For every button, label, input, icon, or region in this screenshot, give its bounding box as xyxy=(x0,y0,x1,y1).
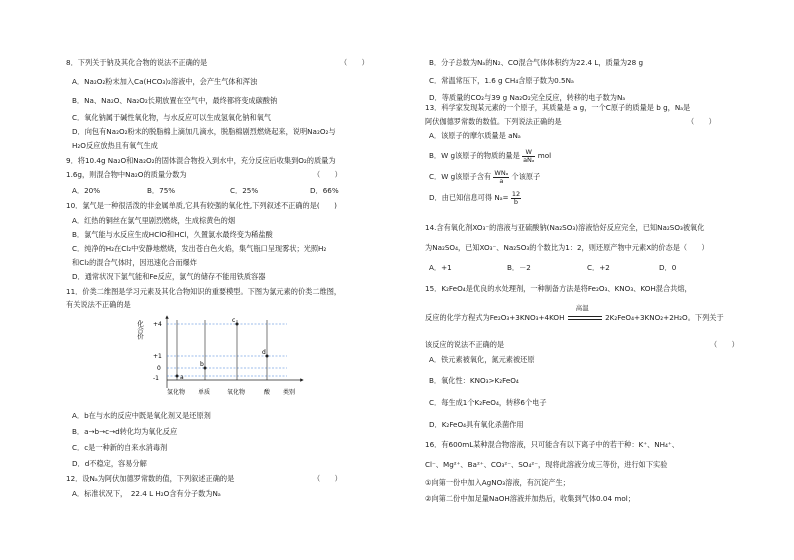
q16-stem-line1: 16．有600mL某种混合物溶液，只可能含有以下离子中的若干种：K⁺、NH₄⁺、 xyxy=(425,440,679,449)
q15-equation-line xyxy=(425,304,724,322)
q13-answer-paren: （ ） xyxy=(687,117,716,126)
q16-experiment-2: ②向第二份中加足量NaOH溶液并加热后，收集到气体0.04 mol； xyxy=(425,494,635,503)
q14-option-b: B．－2 xyxy=(507,263,531,272)
q13-option-b-unit: mol xyxy=(537,151,552,160)
point-c xyxy=(236,323,239,326)
point-a-label: a xyxy=(180,374,184,381)
q13-option-c-text: C．W g该原子含有 xyxy=(429,172,492,181)
q14-option-c: C．+2 xyxy=(587,263,610,272)
point-c-label: c xyxy=(232,317,236,324)
q11-option-a: A．b在与水的反应中既是氧化剂又是还原剂 xyxy=(72,411,211,420)
q11-option-b: B．a→b→c→d转化均为氧化反应 xyxy=(72,427,178,436)
fraction-numerator: W xyxy=(522,149,535,157)
q12-option-b: B．分子总数为Nₐ的N₂、CO混合气体体积约为22.4 L，质量为28 g xyxy=(429,58,644,67)
q15-option-b: B．氧化性：KNO₃>K₂FeO₄ xyxy=(429,376,519,385)
q12-stem: 12．设Nₐ为阿伏加德罗常数的值，下列叙述正确的是 xyxy=(66,474,235,483)
q15-condition: 高温 xyxy=(575,304,589,312)
q13-option-b xyxy=(429,148,551,164)
q9-stem-line1: 9．将10.4g Na₂O和Na₂O₂的固体混合物投入到水中，充分反应后收集到O₂的质量为 xyxy=(66,156,336,165)
q15-equation-reactants: 反应的化学方程式为Fe₂O₃+3KNO₃+4KOH xyxy=(425,313,565,322)
q8-option-b: B．Na、Na₂O、Na₂O₂长期放置在空气中，最终都将变成碳酸钠 xyxy=(72,96,278,105)
q15-stem-line3: 该反应的说法不正确的是 xyxy=(425,340,505,349)
q13-option-c-fraction xyxy=(493,170,509,185)
q8-option-c: C．氧化钠属于碱性氧化物，与水反应可以生成氢氧化钠和氧气 xyxy=(72,113,272,122)
q10-option-c-line2: 和Cl₂的混合气体时，因迅速化合而爆炸 xyxy=(72,258,197,267)
q13-option-d-fraction xyxy=(511,191,521,206)
point-d-label: d xyxy=(262,349,266,356)
q11-option-d: D．d不稳定，容易分解 xyxy=(72,459,147,468)
q9-option-c: C．25% xyxy=(230,186,259,195)
q10-option-b: B．氯气能与水反应生成HClO和HCl，久置氯水最终变为稀盐酸 xyxy=(72,230,273,239)
q14-stem-line1: 14.含有氧化剂XO₃⁻的溶液与亚硫酸钠(Na₂SO₃)溶液恰好反应完全，已知Na₂SO₃被氧化 xyxy=(425,223,705,232)
q13-stem-line2: 阿伏伽德罗常数的数值。下列说法正确的是 xyxy=(425,117,562,126)
q14-stem-line2: 为Na₂SO₄，已知XO₃⁻、Na₂SO₃的个数比为1：2，则还原产物中元素X的价态是（ ） xyxy=(425,243,709,252)
q13-option-d-text: D．由已知信息可得 Nₐ= xyxy=(429,193,509,202)
point-a xyxy=(176,375,179,378)
q9-option-d: D．66% xyxy=(310,186,339,195)
q11-option-c: C．c是一种新的自来水消毒剂 xyxy=(72,443,168,452)
q16-experiment-1: ①向第一份中加入AgNO₃溶液，有沉淀产生； xyxy=(425,478,570,487)
q13-stem-line1: 13．科学家发现某元素的一个原子，其质量是 a g，一个C原子的质量是 b g，Nₐ是 xyxy=(425,103,691,112)
q14-option-d: D．0 xyxy=(659,263,677,272)
q15-equation-products: 2K₂FeO₄+3KNO₂+2H₂O。下列关于 xyxy=(605,313,724,322)
chlorine-valence-diagram xyxy=(137,310,312,402)
q12-option-c: C．常温常压下，1.6 g CH₄含原子数为0.5Nₐ xyxy=(429,76,574,85)
y-tick-zero: 0 xyxy=(157,365,161,372)
y-axis-label: 化合价 xyxy=(136,320,144,340)
x-tick-element: 单质 xyxy=(198,389,211,396)
q13-option-b-fraction xyxy=(522,149,535,164)
q8-option-d-line2: H₂O反应放热且有氧气生成 xyxy=(72,141,158,150)
x-tick-oxide: 氧化物 xyxy=(227,389,246,396)
q14-option-a: A．+1 xyxy=(429,263,452,272)
q10-stem: 10．氯气是一种很活泼的非金属单质,它具有较强的氧化性,下列叙述不正确的是( ) xyxy=(66,201,337,210)
q9-option-a: A．20% xyxy=(72,186,101,195)
q10-option-c-line1: C．纯净的H₂在Cl₂中安静地燃烧，发出苍白色火焰，集气瓶口呈现雾状；光照H₂ xyxy=(72,244,327,253)
q15-option-a: A．铁元素被氧化，氮元素被还原 xyxy=(429,355,535,364)
q8-option-a: A．Na₂O₂粉末加入Ca(HCO₃)₂溶液中，会产生气体和浑浊 xyxy=(72,77,258,86)
y-tick-plus1: +1 xyxy=(153,353,162,360)
right-column xyxy=(397,0,794,560)
q15-stem-line1: 15．K₂FeO₄是优良的水处理剂，一种制备方法是将Fe₂O₃、KNO₃、KOH混合共熔， xyxy=(425,284,692,293)
fraction-denominator: a xyxy=(499,176,504,185)
point-b-label: b xyxy=(200,361,204,368)
q9-answer-paren: （ ） xyxy=(313,170,342,179)
q10-option-d: D．通常状况下氯气能和Fe反应，氯气的储存不能用铁质容器 xyxy=(72,272,266,281)
y-tick-minus1: -1 xyxy=(153,375,159,382)
q10-option-a: A．红热的铜丝在氯气里剧烈燃烧，生成棕黄色的烟 xyxy=(72,216,236,225)
q11-stem-line2: 有关说法不正确的是 xyxy=(66,300,131,309)
q13-option-b-text: B．W g该原子的物质的量是 xyxy=(429,151,520,160)
point-b xyxy=(204,367,207,370)
q15-answer-paren: （ ） xyxy=(710,340,739,349)
q11-stem-line1: 11．价类二维图是学习元素及其化合物知识的重要模型。下图为氯元素的价类二维图， xyxy=(66,287,342,296)
x-tick-hydride: 氢化物 xyxy=(167,389,186,396)
point-d xyxy=(266,355,269,358)
q12-answer-paren: （ ） xyxy=(313,474,342,483)
fraction-numerator: WNₐ xyxy=(494,168,509,177)
q13-option-c xyxy=(429,169,540,185)
q8-answer-paren: （ ） xyxy=(340,58,369,67)
q13-option-a: A．该原子的摩尔质量是 aNₐ xyxy=(429,131,521,140)
fraction-denominator: aNₐ xyxy=(523,155,535,164)
x-axis-label: 类别 xyxy=(283,389,296,396)
q16-stem-line2: Cl⁻、Mg²⁺、Ba²⁺、CO₃²⁻、SO₄²⁻，现将此溶液分成三等份，进行如下实验 xyxy=(425,460,668,469)
q12-option-d: D．等质量的CO₂与39 g Na₂O₂完全反应，转移的电子数为Nₐ xyxy=(429,93,626,102)
fraction-numerator: 12 xyxy=(511,189,521,198)
q9-stem-line2: 1.6g，则混合物中Na₂O的质量分数为 xyxy=(66,170,187,179)
q15-option-d: D．K₂FeO₄具有氧化杀菌作用 xyxy=(429,420,524,429)
x-tick-acid: 酸 xyxy=(264,389,271,396)
q15-option-c: C．每生成1个K₂FeO₄，转移6个电子 xyxy=(429,398,547,407)
fraction-denominator: b xyxy=(513,197,519,206)
q13-option-d xyxy=(429,190,521,206)
q15-reaction-arrow xyxy=(567,304,603,322)
q13-option-c-tail: 个该原子 xyxy=(511,172,541,181)
q12-option-a: A．标准状况下， 22.4 L H₂O含有分子数为Nₐ xyxy=(72,489,221,498)
y-tick-plus4: +4 xyxy=(153,321,162,328)
q8-option-d-line1: D．向包有Na₂O₂粉末的脱脂棉上滴加几滴水，脱脂棉剧烈燃烧起来，说明Na₂O₂与 xyxy=(72,127,336,136)
q9-option-b: B．75% xyxy=(147,186,176,195)
q8-stem: 8．下列关于钠及其化合物的说法不正确的是 xyxy=(66,58,208,67)
